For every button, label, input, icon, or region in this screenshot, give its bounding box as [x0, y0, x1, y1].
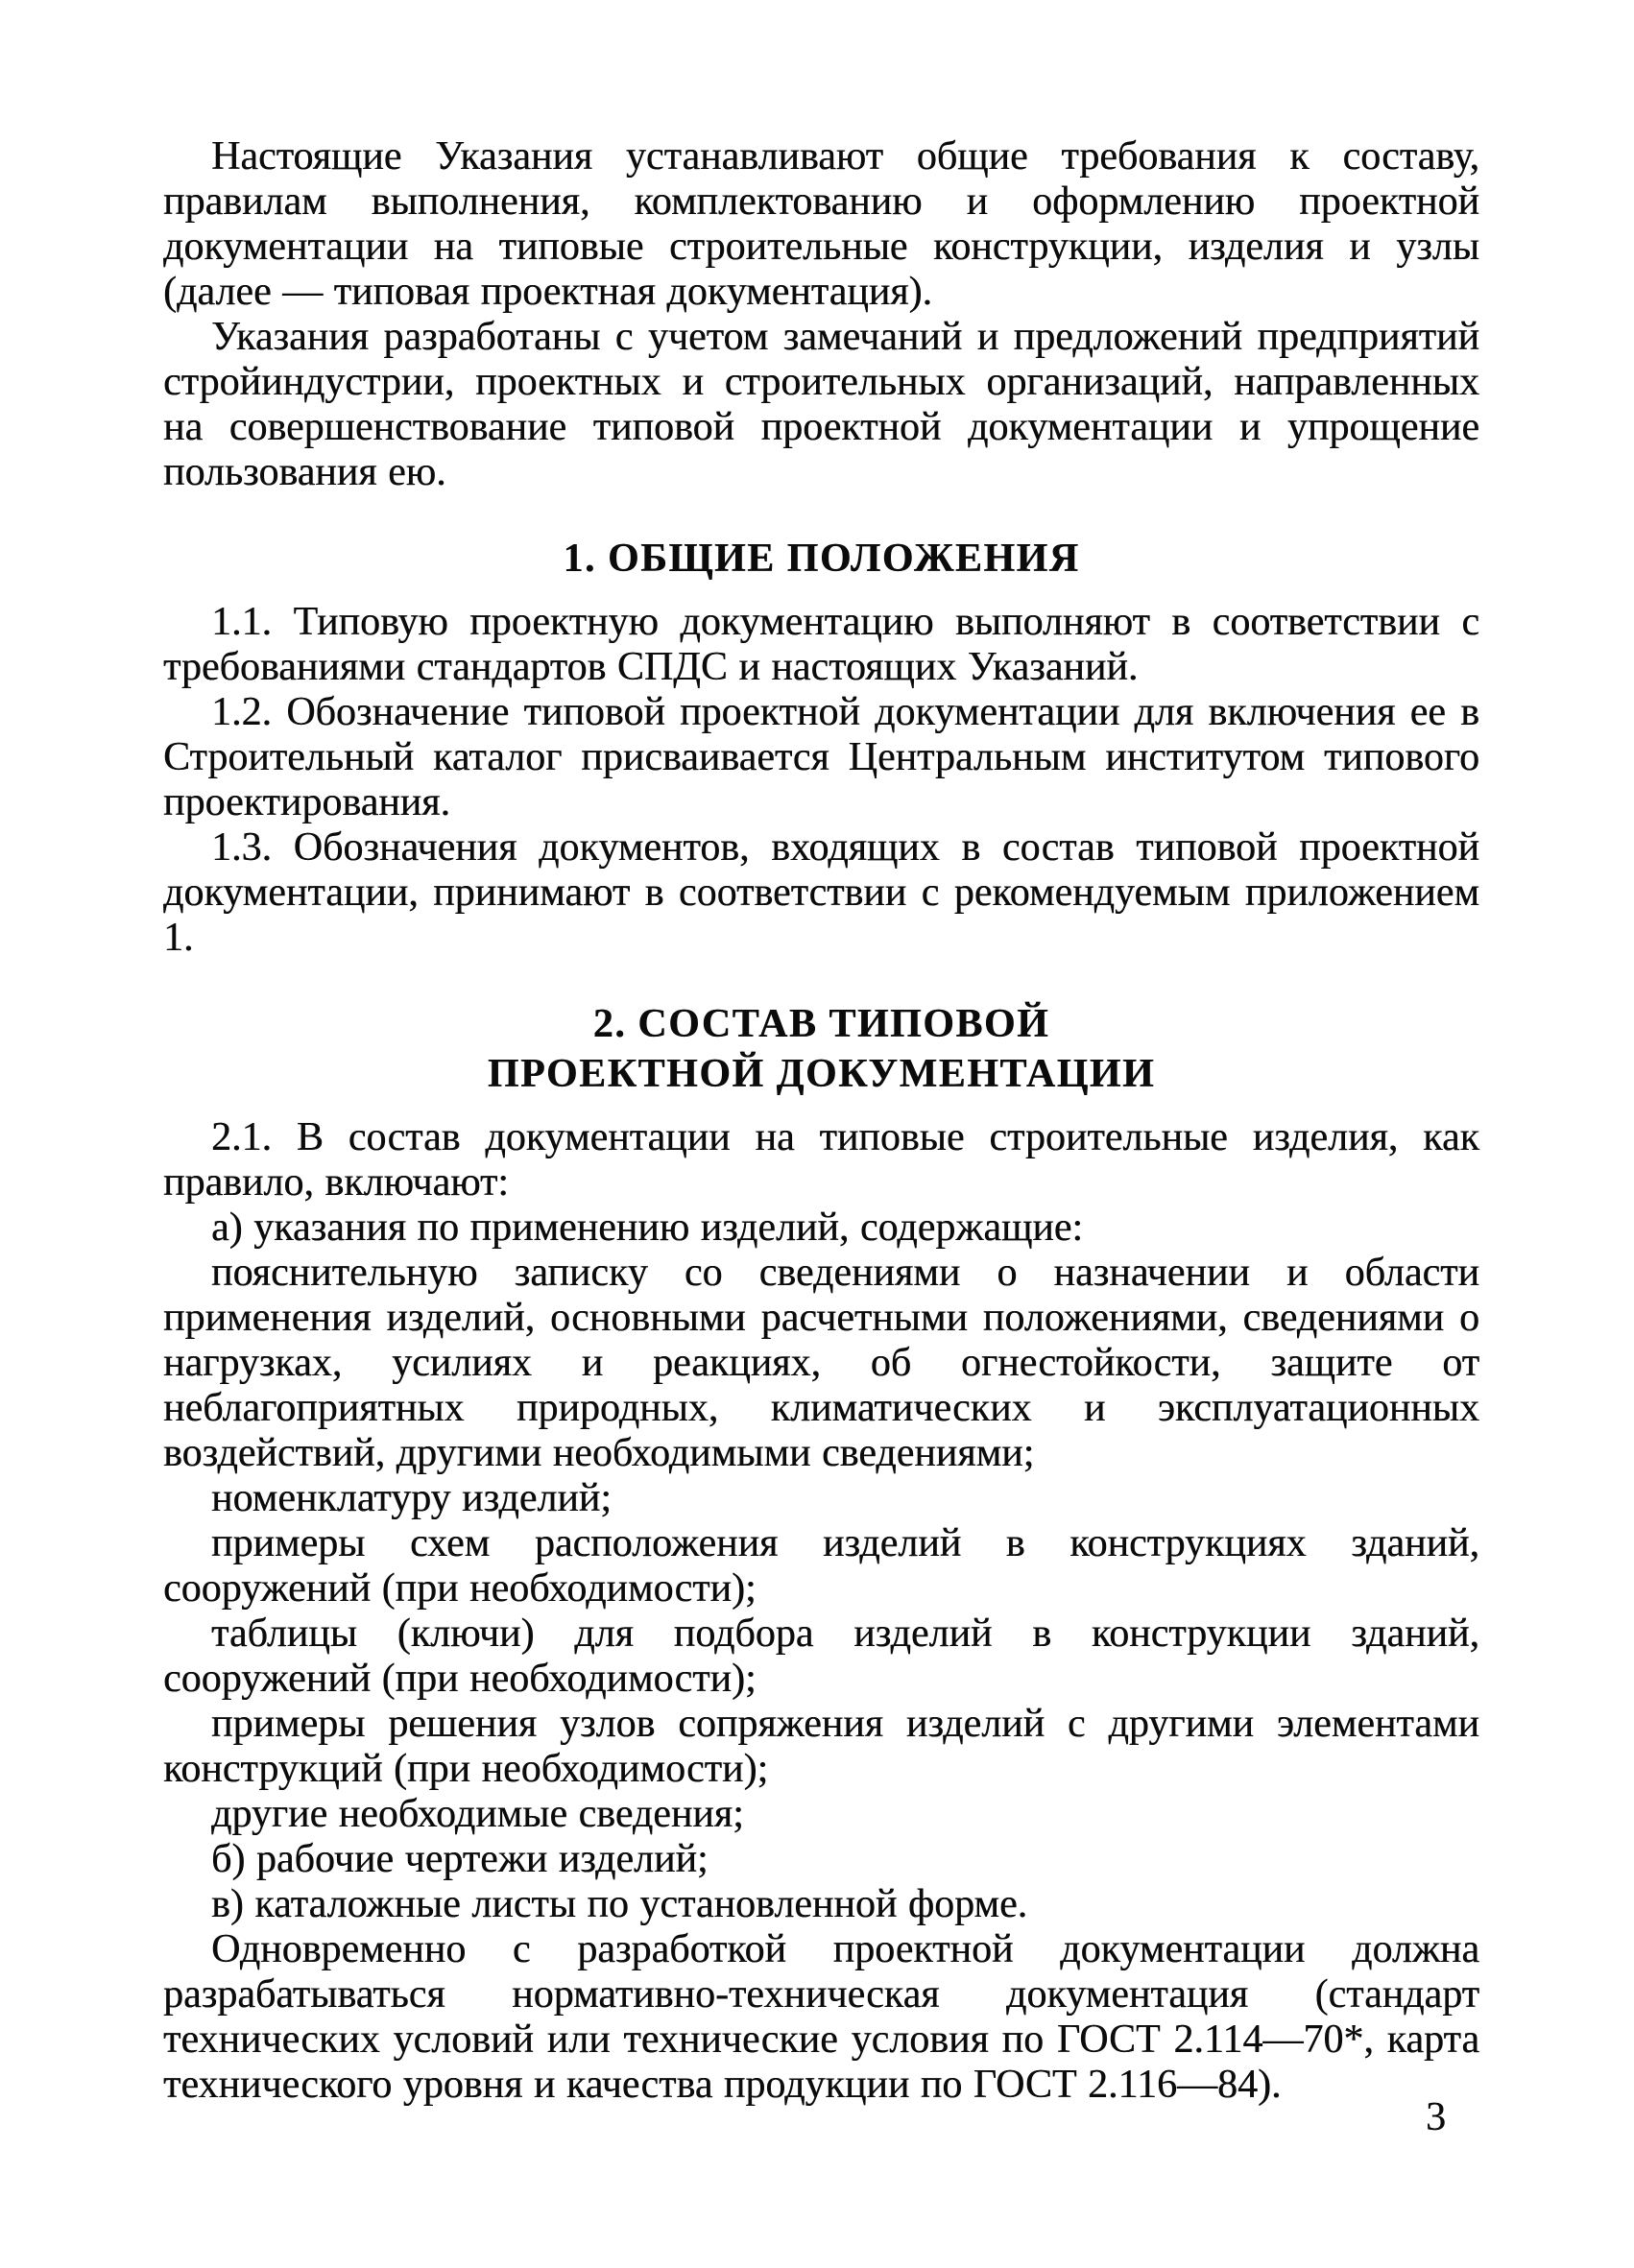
item-other-information: другие необходимые сведения;	[211, 1792, 744, 1836]
section-1-heading: 1. ОБЩИЕ ПОЛОЖЕНИЯ	[563, 537, 1080, 581]
paragraph-normative-documentation: Одновременно с разработкой проектной документации должна разрабатываться нормативно-техническая документация (стандарт технических условий или технические условия по ГОСТ 2.114—70*, карта технического уровня и качества продукции по ГОСТ 2.116—84).	[163, 1927, 1479, 2107]
item-v-catalog-sheets: в) каталожные листы по установленной форме.	[211, 1882, 1028, 1926]
intro-paragraph-2: Указания разработаны с учетом замечаний и предложений предприятий стройиндустрии, проектных и строительных организаций, направленных на совершенствование типовой проектной документации и упрощение пользования ею.	[163, 315, 1479, 494]
item-joint-solution-examples: примеры решения узлов сопряжения изделий с другими элементами конструкций (при необходимости);	[163, 1702, 1479, 1791]
clause-1-3: 1.3. Обозначения документов, входящих в состав типовой проектной документации, принимают в соответствии с рекомендуемым приложением 1.	[163, 825, 1479, 960]
section-2-heading	[163, 999, 1479, 1099]
item-a-application-guidelines: а) указания по применению изделий, содержащие:	[211, 1206, 1084, 1250]
item-selection-tables: таблицы (ключи) для подбора изделий в конструкции зданий, сооружений (при необходимости);	[163, 1611, 1479, 1701]
item-layout-scheme-examples: примеры схем расположения изделий в конструкциях зданий, сооружений (при необходимости);	[163, 1521, 1479, 1611]
section-2-heading-line-2: ПРОЕКТНОЙ ДОКУМЕНТАЦИИ	[487, 1052, 1156, 1096]
item-nomenclature: номенклатуру изделий;	[211, 1476, 612, 1520]
clause-2-1: 2.1. В состав документации на типовые строительные изделия, как правило, включают:	[163, 1115, 1479, 1205]
item-b-working-drawings: б) рабочие чертежи изделий;	[211, 1837, 709, 1881]
item-explanatory-note: пояснительную записку со сведениями о назначении и области применения изделий, основными расчетными положениями, сведениями о нагрузках, усилиях и реакциях, об огнестойкости, защите от неблагоприятных природных, климатических и эксплуатационных воздействий, другими необходимыми сведениями;	[163, 1251, 1479, 1475]
clause-1-1: 1.1. Типовую проектную документацию выполняют в соответствии с требованиями стандартов СПДС и настоящих Указаний.	[163, 600, 1479, 689]
intro-paragraph-1: Настоящие Указания устанавливают общие требования к составу, правилам выполнения, комплектованию и оформлению проектной документации на типовые строительные конструкции, изделия и узлы (далее — типовая проектная документация).	[163, 134, 1479, 314]
text-block	[163, 134, 1479, 2108]
section-2-heading-line-1: 2. СОСТАВ ТИПОВОЙ	[592, 1002, 1050, 1046]
clause-1-2: 1.2. Обозначение типовой проектной документации для включения ее в Строительный каталог присваивается Центральным институтом типового проектирования.	[163, 690, 1479, 824]
page-number: 3	[1426, 2095, 1446, 2139]
